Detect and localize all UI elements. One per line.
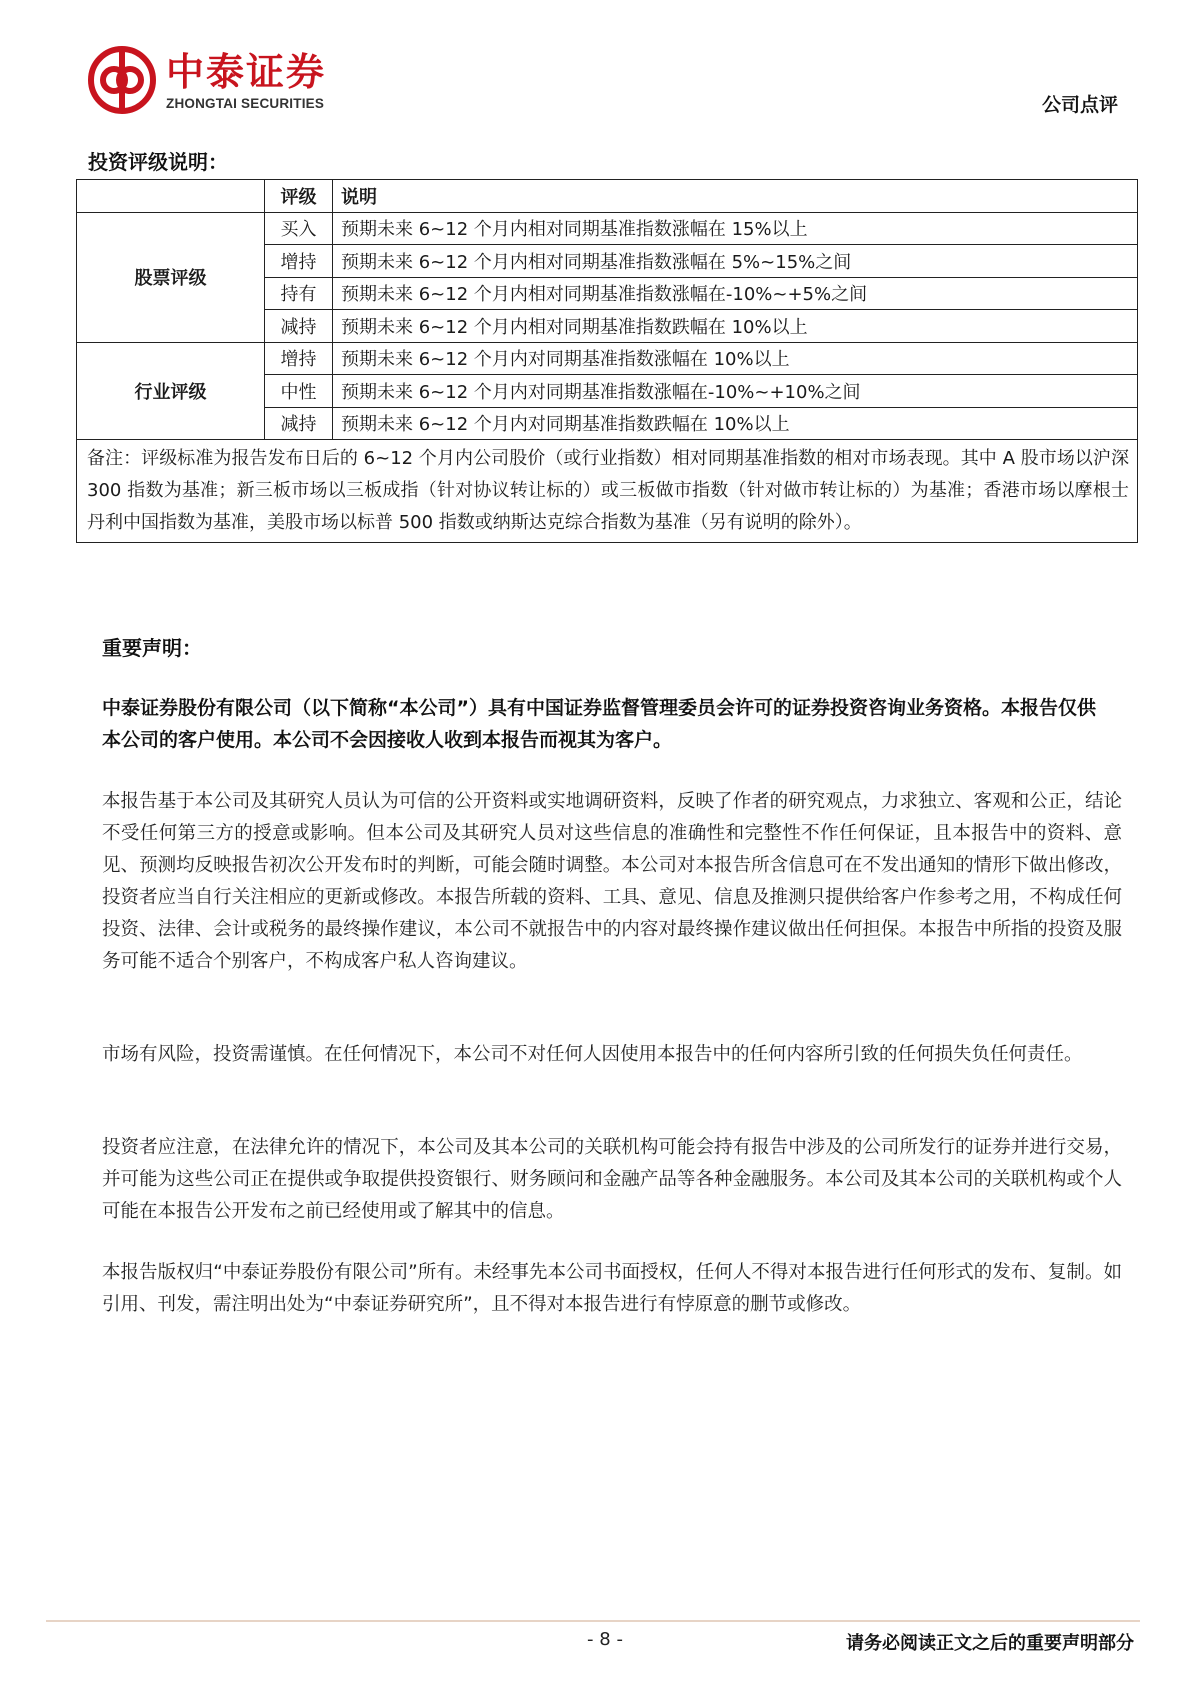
disclaimer-paragraph: 本报告基于本公司及其研究人员认为可信的公开资料或实地调研资料，反映了作者的研究观点，力求独立、客观和公正，结论不受任何第三方的授意或影响。但本公司及其研究人员对这些信息的准确性和完整性不作任何保证，且本报告中的资料、意见、预测均反映报告初次公开发布时的判断，可能会随时调整。本公司对本报告所含信息可在不发出通知的情形下做出修改，投资者应当自行关注相应的更新或修改。本报告所载的资料、工具、意见、信息及推测只提供给客户作参考之用，不构成任何投资、法律、会计或税务的最终操作建议，本公司不就报告中的内容对最终操作建议做出任何担保。本报告中所指的投资及服务可能不适合个别客户，不构成客户私人咨询建议。: [102, 791, 1122, 972]
rating-description: 预期未来 6~12 个月内相对同期基准指数涨幅在-10%~+5%之间: [333, 277, 1138, 310]
disclaimer-paragraph: 投资者应注意，在法律允许的情况下，本公司及其本公司的关联机构可能会持有报告中涉及的公司所发行的证券并进行交易，并可能为这些公司正在提供或争取提供投资银行、财务顾问和金融产品等各种金融服务。本公司及其本公司的关联机构或个人可能在本报告公开发布之前已经使用或了解其中的信息。: [102, 1137, 1122, 1222]
company-logo: [88, 46, 326, 114]
rating-description: 预期未来 6~12 个月内对同期基准指数跌幅在 10%以上: [333, 407, 1138, 440]
rating-description: 预期未来 6~12 个月内相对同期基准指数涨幅在 15%以上: [333, 212, 1138, 245]
disclaimer-paragraph: 本报告版权归“中泰证券股份有限公司”所有。未经事先本公司书面授权，任何人不得对本报告进行任何形式的发布、复制。如引用、刊发，需注明出处为“中泰证券研究所”，且不得对本报告进行有悖原意的删节或修改。: [102, 1262, 1122, 1315]
header-empty-cell: [77, 180, 265, 213]
rating-level: 买入: [265, 212, 333, 245]
zhongtai-logo-icon: [88, 46, 156, 114]
table-header-row: [77, 180, 1138, 213]
rating-section-title: 投资评级说明：: [88, 150, 228, 174]
table-row: [77, 342, 1138, 375]
document-type-label: 公司点评: [1041, 94, 1118, 116]
rating-level: 减持: [265, 310, 333, 343]
industry-rating-category: 行业评级: [77, 342, 265, 440]
disclaimer-title: 重要声明：: [102, 636, 202, 660]
logo-chinese-name: 中泰证券: [166, 49, 327, 94]
qualification-statement: 中泰证券股份有限公司（以下简称“本公司”）具有中国证券监督管理委员会许可的证券投资咨询业务资格。本报告仅供本公司的客户使用。本公司不会因接收人收到本报告而视其为客户。: [102, 697, 1096, 751]
rating-level: 中性: [265, 375, 333, 408]
rating-level: 持有: [265, 277, 333, 310]
rating-level: 减持: [265, 407, 333, 440]
logo-english-name: ZHONGTAI SECURITIES: [166, 95, 325, 111]
rating-level: 增持: [265, 245, 333, 278]
header-description: 说明: [333, 180, 1138, 213]
page-number: - 8 -: [587, 1629, 623, 1650]
stock-rating-category: 股票评级: [77, 212, 265, 342]
rating-description: 预期未来 6~12 个月内相对同期基准指数跌幅在 10%以上: [333, 310, 1138, 343]
rating-description: 预期未来 6~12 个月内对同期基准指数涨幅在 10%以上: [333, 342, 1138, 375]
rating-table: [76, 179, 1138, 543]
table-row: [77, 212, 1138, 245]
table-note-row: [77, 440, 1138, 543]
rating-level: 增持: [265, 342, 333, 375]
rating-note: 备注：评级标准为报告发布日后的 6~12 个月内公司股价（或行业指数）相对同期基准指数的相对市场表现。其中 A 股市场以沪深 300 指数为基准；新三板市场以三板成指（针对协议转让标的）或三板做市指数（针对做市转让标的）为基准；香港市场以摩根士丹利中国指数为基准，美股市场以标普 500 指数或纳斯达克综合指数为基准（另有说明的除外）。: [77, 440, 1138, 543]
rating-description: 预期未来 6~12 个月内对同期基准指数涨幅在-10%~+10%之间: [333, 375, 1138, 408]
disclaimer-paragraph: 市场有风险，投资需谨慎。在任何情况下，本公司不对任何人因使用本报告中的任何内容所引致的任何损失负任何责任。: [102, 1044, 1083, 1065]
page-header: [0, 0, 1200, 130]
header-level: 评级: [265, 180, 333, 213]
footer-divider: [46, 1620, 1140, 1622]
rating-description: 预期未来 6~12 个月内相对同期基准指数涨幅在 5%~15%之间: [333, 245, 1138, 278]
footer-note: 请务必阅读正文之后的重要声明部分: [846, 1633, 1134, 1654]
